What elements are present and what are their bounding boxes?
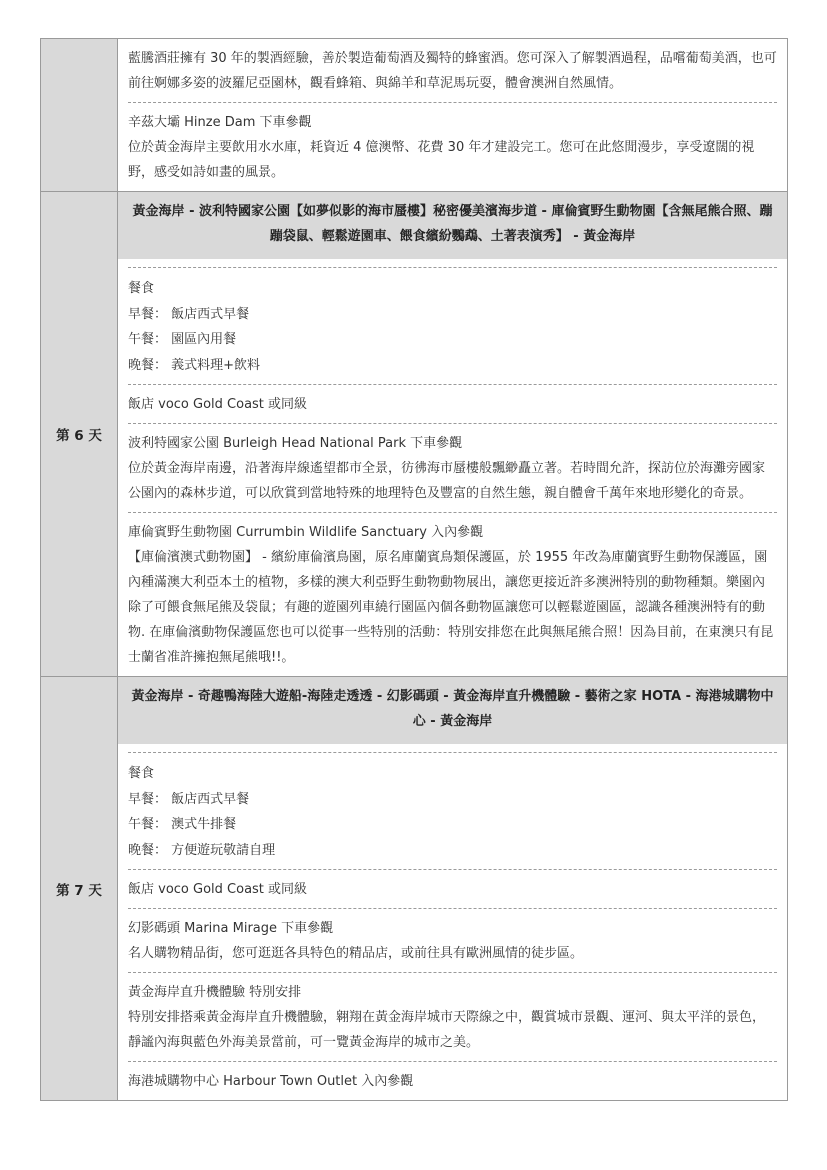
meals-heading: 餐食 xyxy=(128,766,155,781)
activity-description: 位於黃金海岸南邊，沿著海岸線遙望都市全景，彷彿海市蜃樓般飄緲矗立著。若時間允許，探訪位於海灘旁國家公園內的森林步道，可以欣賞到當地特殊的地理特色及豐富的自然生態，親自體會千萬年來地形變化的奇景。 xyxy=(128,461,766,501)
lunch: 午餐： 澳式牛排餐 xyxy=(128,817,237,832)
activity-title: 幻影碼頭 Marina Mirage 下車參觀 xyxy=(128,921,334,936)
activity-title: 辛茲大壩 Hinze Dam 下車參觀 xyxy=(128,115,312,130)
hotel-name: 飯店 voco Gold Coast 或同級 xyxy=(128,882,308,897)
activity-description: 位於黃金海岸主要飲用水水庫，耗資近 4 億澳幣、花費 30 年才建設完工。您可在此悠閒漫步，享受遼闊的視野，感受如詩如畫的風景。 xyxy=(128,140,755,180)
divider xyxy=(128,744,777,753)
activity-block xyxy=(128,424,777,513)
prev-day-content xyxy=(118,39,788,192)
activity-block xyxy=(128,1062,777,1100)
dinner: 晚餐： 方便遊玩敬請自理 xyxy=(128,842,276,858)
meals-heading: 餐食 xyxy=(128,281,155,296)
lunch: 午餐： 園區內用餐 xyxy=(128,332,237,347)
activity-block xyxy=(128,39,777,103)
activity-title: 庫倫賓野生動物園 Currumbin Wildlife Sanctuary 入內參觀 xyxy=(128,525,484,540)
day-6-route-header: 黃金海岸 - 波利特國家公園【如夢似影的海市蜃樓】秘密優美濱海步道 - 庫倫賓野生動物園【含無尾熊合照、蹦蹦袋鼠、輕鬆遊園車、餵食繽紛鸚鵡、土著表演秀】 - 黃金海岸 xyxy=(118,192,787,259)
activity-description: 名人購物精品街，您可逛逛各具特色的精品店，或前往具有歐洲風情的徒步區。 xyxy=(128,946,584,961)
day-7-route-header: 黃金海岸 - 奇趣鴨海陸大遊船-海陸走透透 - 幻影碼頭 - 黃金海岸直升機體驗 - 藝術之家 HOTA - 海港城購物中心 - 黃金海岸 xyxy=(118,677,787,744)
prev-day-row xyxy=(41,39,788,192)
day-7-label: 第 7 天 xyxy=(41,677,118,1101)
activity-description: 【庫倫濱澳式動物園】 - 繽紛庫倫濱鳥園，原名庫蘭賓鳥類保護區，於 1955 年改為庫蘭賓野生動物保護區，園內種滿澳大利亞本土的植物，多樣的澳大利亞野生動物動物展出，讓您更接近許多澳洲特別的動物種類。樂園內除了可餵食無尾熊及袋鼠；有趣的遊園列車繞行園區內個各動物區讓您可以輕鬆遊園區，認識各種澳洲特有的動物. 在庫倫濱動物保護區您也可以從事一些特別的活動：特別安排您在此與無尾熊合照！因為目前，在東澳只有昆士蘭省准許擁抱無尾熊哦!!。 xyxy=(128,550,774,665)
activity-description: 藍騰酒莊擁有 30 年的製酒經驗，善於製造葡萄酒及獨特的蜂蜜酒。您可深入了解製酒過程，品嚐葡萄美酒，也可前往婀娜多姿的波羅尼亞園林，觀看蜂箱、與綿羊和草泥馬玩耍，體會澳洲自然風情。 xyxy=(128,51,777,91)
day-7-row xyxy=(41,677,788,1101)
breakfast: 早餐： 飯店西式早餐 xyxy=(128,306,250,322)
activity-description: 特別安排搭乘黃金海岸直升機體驗，翱翔在黃金海岸城市天際線之中，觀賞城市景觀、運河、與太平洋的景色，靜謐內海與藍色外海美景當前，可一覽黃金海岸的城市之美。 xyxy=(128,1010,766,1050)
activity-title: 海港城購物中心 Harbour Town Outlet 入內參觀 xyxy=(128,1074,414,1089)
day-7-content xyxy=(118,677,788,1101)
activity-block xyxy=(128,909,777,973)
breakfast: 早餐： 飯店西式早餐 xyxy=(128,791,250,807)
day-6-content xyxy=(118,192,788,677)
day-6-label: 第 6 天 xyxy=(41,192,118,677)
prev-day-label-cell xyxy=(41,39,118,192)
divider xyxy=(128,259,777,268)
hotel-name: 飯店 voco Gold Coast 或同級 xyxy=(128,397,308,412)
activity-block xyxy=(128,103,777,191)
activity-block xyxy=(128,973,777,1062)
activity-title: 波利特國家公園 Burleigh Head National Park 下車參觀 xyxy=(128,436,463,451)
hotel-block xyxy=(128,385,777,424)
dinner: 晚餐： 義式料理+飲料 xyxy=(128,357,261,373)
hotel-block xyxy=(128,870,777,909)
itinerary-table xyxy=(40,38,788,1101)
activity-block xyxy=(128,513,777,676)
activity-title: 黃金海岸直升機體驗 特別安排 xyxy=(128,985,302,1000)
meals-block xyxy=(128,268,777,385)
meals-block xyxy=(128,753,777,870)
day-6-row xyxy=(41,192,788,677)
